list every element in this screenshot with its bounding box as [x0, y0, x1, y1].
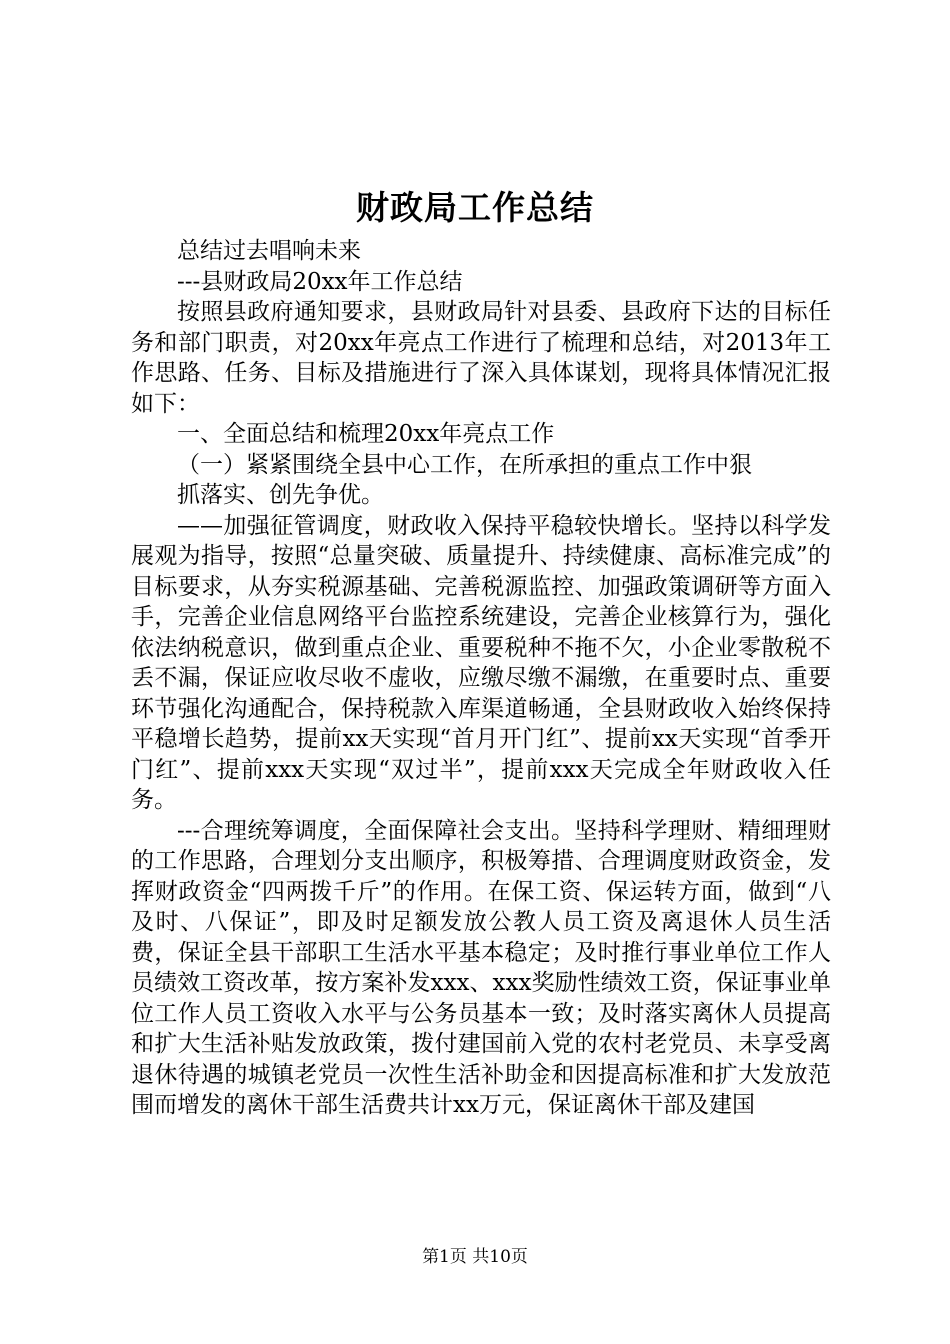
intro-paragraph: 按照县政府通知要求，县财政局针对县委、县政府下达的目标任务和部门职责，对20xx年亮点工作进行了梳理和总结，对2013年工作思路、任务、目标及措施进行了深入具体谋划，现将具体情况汇报如下： [131, 299, 831, 417]
section-heading: 一、全面总结和梳理20xx年亮点工作 [177, 421, 555, 447]
document-title: 财政局工作总结 [356, 188, 594, 227]
revenue-paragraph: ——加强征管调度，财政收入保持平稳较快增长。坚持以科学发展观为指导，按照“总量突破、质量提升、持续健康、高标准完成”的目标要求，从夯实税源基础、完善税源监控、加强政策调研等方面入手，完善企业信息网络平台监控系统建设，完善企业核算行为，强化依法纳税意识，做到重点企业、重要税种不拖不欠，小企业零散税不丢不漏，保证应收尽收不虚收，应缴尽缴不漏缴，在重要时点、重要环节强化沟通配合，保持税款入库渠道畅通，全县财政收入始终保持平稳增长趋势，提前xx天实现“首月开门红”、提前xx天实现“首季开门红”、提前xxx天实现“双过半”，提前xxx天完成全年财政收入任务。 [131, 512, 831, 813]
expenditure-paragraph: ---合理统筹调度，全面保障社会支出。坚持科学理财、精细理财的工作思路，合理划分支出顺序，积极筹措、合理调度财政资金，发挥财政资金“四两拨千斤”的作用。在保工资、保运转方面，做到“八及时、八保证”，即及时足额发放公教人员工资及离退休人员生活费，保证全县干部职工生活水平基本稳定；及时推行事业单位工作人员绩效工资改革，按方案补发xxx、xxx奖励性绩效工资，保证事业单位工作人员工资收入水平与公务员基本一致；及时落实离休人员提高和扩大生活补贴发放政策，拨付建国前入党的农村老党员、未享受离退休待遇的城镇老党员一次性生活补助金和因提高标准和扩大发放范围而增发的离休干部生活费共计xx万元，保证离休干部及建国 [131, 817, 831, 1118]
subtitle-source-line: ---县财政局20xx年工作总结 [177, 268, 463, 295]
subtitle-line: 总结过去唱响未来 [177, 238, 361, 264]
subsection-heading-line-2: 抓落实、创先争优。 [177, 482, 384, 508]
document-body [131, 236, 831, 1121]
page-footer: 第1页 共10页 [422, 1247, 528, 1267]
subsection-heading-line-1: （一）紧紧围绕全县中心工作，在所承担的重点工作中狠 [177, 451, 752, 478]
